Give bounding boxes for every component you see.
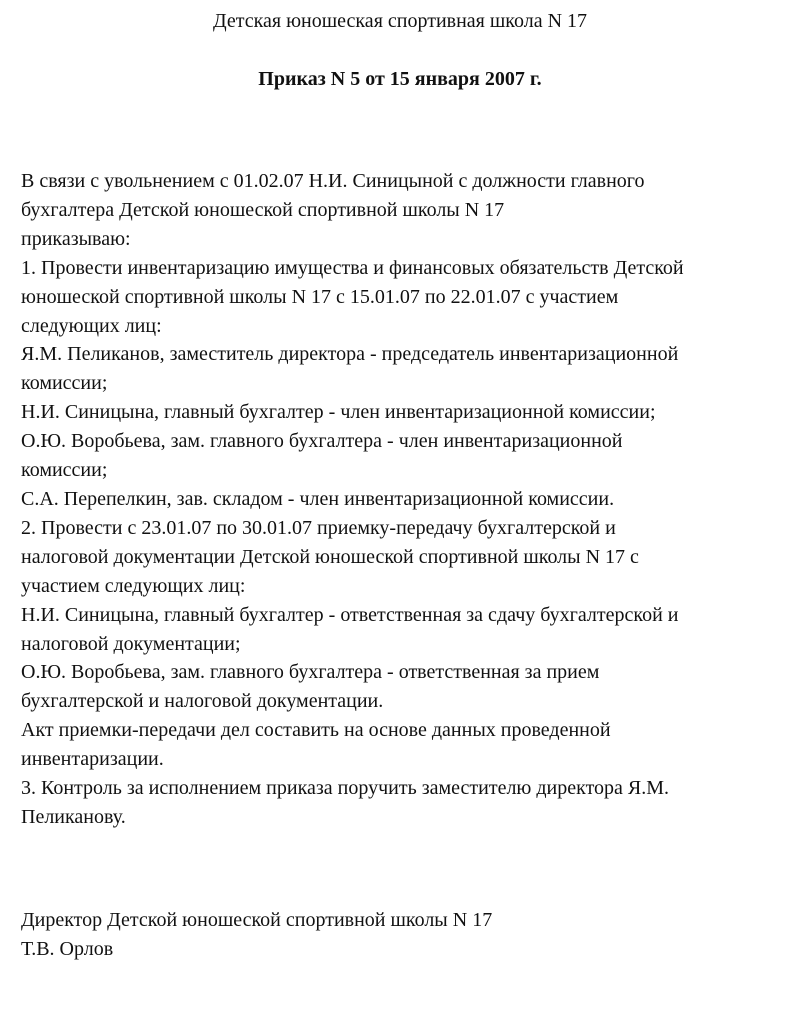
body-line: Пеликанову. <box>21 805 126 828</box>
body-line: налоговой документации; <box>21 632 241 655</box>
body-line: С.А. Перепелкин, зав. складом - член инвентаризационной комиссии. <box>21 487 615 510</box>
body-line: 3. Контроль за исполнением приказа поручить заместителю директора Я.М. <box>21 777 670 800</box>
body-line: налоговой документации Детской юношеской спортивной школы N 17 с <box>21 545 639 568</box>
body-line: комиссии; <box>21 459 108 482</box>
body-line: участием следующих лиц: <box>21 574 246 597</box>
body-line: 2. Провести с 23.01.07 по 30.01.07 приемку-передачу бухгалтерской и <box>21 516 616 539</box>
signatory-position: Директор Детской юношеской спортивной школы N 17 <box>21 909 493 931</box>
body-line: 1. Провести инвентаризацию имущества и финансовых обязательств Детской <box>21 256 684 279</box>
body-line: Н.И. Синицына, главный бухгалтер - ответственная за сдачу бухгалтерской и <box>21 603 679 626</box>
order-title: Приказ N 5 от 15 января 2007 г. <box>258 68 542 90</box>
signature-block <box>21 906 791 964</box>
body-line: Я.М. Пеликанов, заместитель директора - председатель инвентаризационной <box>21 343 679 366</box>
body-line: инвентаризации. <box>21 748 164 771</box>
body-line: Акт приемки-передачи дел составить на основе данных проведенной <box>21 719 611 742</box>
body-line: следующих лиц: <box>21 314 162 337</box>
body-line: О.Ю. Воробьева, зам. главного бухгалтера - член инвентаризационной <box>21 430 623 453</box>
body-line: Н.И. Синицына, главный бухгалтер - член инвентаризационной комиссии; <box>21 401 656 424</box>
body-line: комиссии; <box>21 372 108 395</box>
body-line: бухгалтера Детской юношеской спортивной школы N 17 <box>21 198 505 221</box>
organization-name: Детская юношеская спортивная школа N 17 <box>212 10 588 32</box>
body-line: юношеской спортивной школы N 17 с 15.01.07 по 22.01.07 с участием <box>21 285 619 308</box>
order-body <box>21 167 791 832</box>
body-line: приказываю: <box>21 227 131 250</box>
body-line: В связи с увольнением с 01.02.07 Н.И. Синицыной с должности главного <box>21 170 645 192</box>
body-line: О.Ю. Воробьева, зам. главного бухгалтера - ответственная за прием <box>21 661 600 684</box>
signatory-name: Т.В. Орлов <box>21 938 114 960</box>
body-line: бухгалтерской и налоговой документации. <box>21 690 384 713</box>
